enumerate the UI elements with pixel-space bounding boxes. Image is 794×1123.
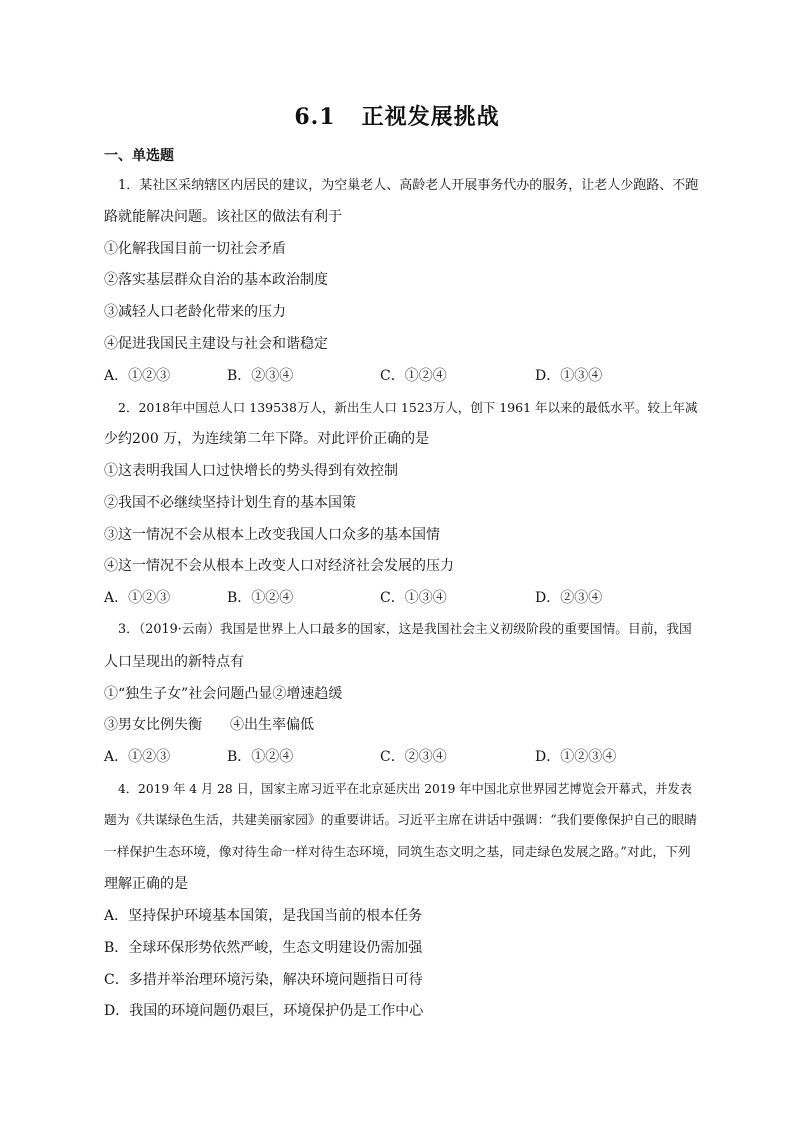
question-3-option-a[interactable]: A．①②③ [104,749,171,765]
question-3-item-1: ①“独生子女”社会问题凸显②增速趋缓 [104,686,343,702]
question-1-item-1: ①化解我国目前一切社会矛盾 [104,241,286,257]
question-2-item-2: ②我国不必继续坚持计划生育的基本国策 [104,495,356,511]
question-3-item-2: ③男女比例失衡 ④出生率偏低 [104,717,314,733]
question-2-item-4: ④这一情况不会从根本上改变人口对经济社会发展的压力 [104,558,454,574]
question-1-option-a[interactable]: A．①②③ [104,368,171,384]
question-1-line-1: 1．某社区采纳辖区内居民的建议，为空巢老人、高龄老人开展事务代办的服务，让老人少跑路、不跑 [118,178,699,193]
question-4-line-1: 4．2019 年 4 月 28 日，国家主席习近平在北京延庆出 2019 年中国北京世界园艺博览会开幕式，并发表 [118,782,693,796]
title-number: 6.1 [294,104,336,130]
question-1-option-b[interactable]: B．②③④ [227,368,294,384]
question-2-line-2: 少约200 万，为连续第二年下降。对此评价正确的是 [104,431,430,447]
question-4-option-c[interactable]: C．多措并举治理环境污染，解决环境问题指日可待 [104,972,423,988]
question-2-item-1: ①这表明我国人口过快增长的势头得到有效控制 [104,463,398,479]
question-1-option-d[interactable]: D．①③④ [535,368,603,384]
title-text: 正视发展挑战 [361,104,500,130]
question-2-option-a[interactable]: A．①②③ [104,590,171,606]
question-2-option-b[interactable]: B．①②④ [227,590,294,606]
question-3-option-b[interactable]: B．①②④ [227,749,294,765]
question-2-option-c[interactable]: C．①③④ [380,590,447,606]
question-1-item-2: ②落实基层群众自治的基本政治制度 [104,272,328,288]
question-3-option-d[interactable]: D．①②③④ [535,749,617,765]
question-4-line-4: 理解正确的是 [104,876,188,892]
question-2-option-d[interactable]: D．②③④ [535,590,603,606]
question-4-option-b[interactable]: B．全球环保形势依然严峻，生态文明建设仍需加强 [104,940,423,956]
question-3-option-c[interactable]: C．②③④ [380,749,447,765]
question-4-option-a[interactable]: A．坚持保护环境基本国策，是我国当前的根本任务 [104,908,423,924]
question-2-item-3: ③这一情况不会从根本上改变我国人口众多的基本国情 [104,527,440,543]
page-title [0,100,794,131]
question-1-line-2: 路就能解决问题。该社区的做法有利于 [104,209,342,225]
section-heading: 一、单选题 [104,148,174,164]
question-4-option-d[interactable]: D．我国的环境问题仍艰巨，环境保护仍是工作中心 [104,1003,424,1019]
question-1-item-4: ④促进我国民主建设与社会和谐稳定 [104,336,328,352]
question-4-line-2: 题为《共谋绿色生活，共建美丽家园》的重要讲话。习近平主席在讲话中强调：“我们要像保护自己的眼睛 [104,813,698,828]
question-3-line-2: 人口呈现出的新特点有 [104,654,244,670]
question-3-line-1: 3．（2019·云南）我国是世界上人口最多的国家，这是我国社会主义初级阶段的重要国情。目前，我国 [118,622,692,637]
question-2-line-1: 2．2018年中国总人口 139538万人，新出生人口 1523万人，创下 1961 年以来的最低水平。较上年减 [118,400,698,415]
question-4-line-3: 一样保护生态环境，像对待生命一样对待生态环境，同筑生态文明之基，同走绿色发展之路。”对此，下列 [104,845,691,860]
question-1-item-3: ③减轻人口老龄化带来的压力 [104,304,286,320]
question-1-option-c[interactable]: C．①②④ [380,368,447,384]
